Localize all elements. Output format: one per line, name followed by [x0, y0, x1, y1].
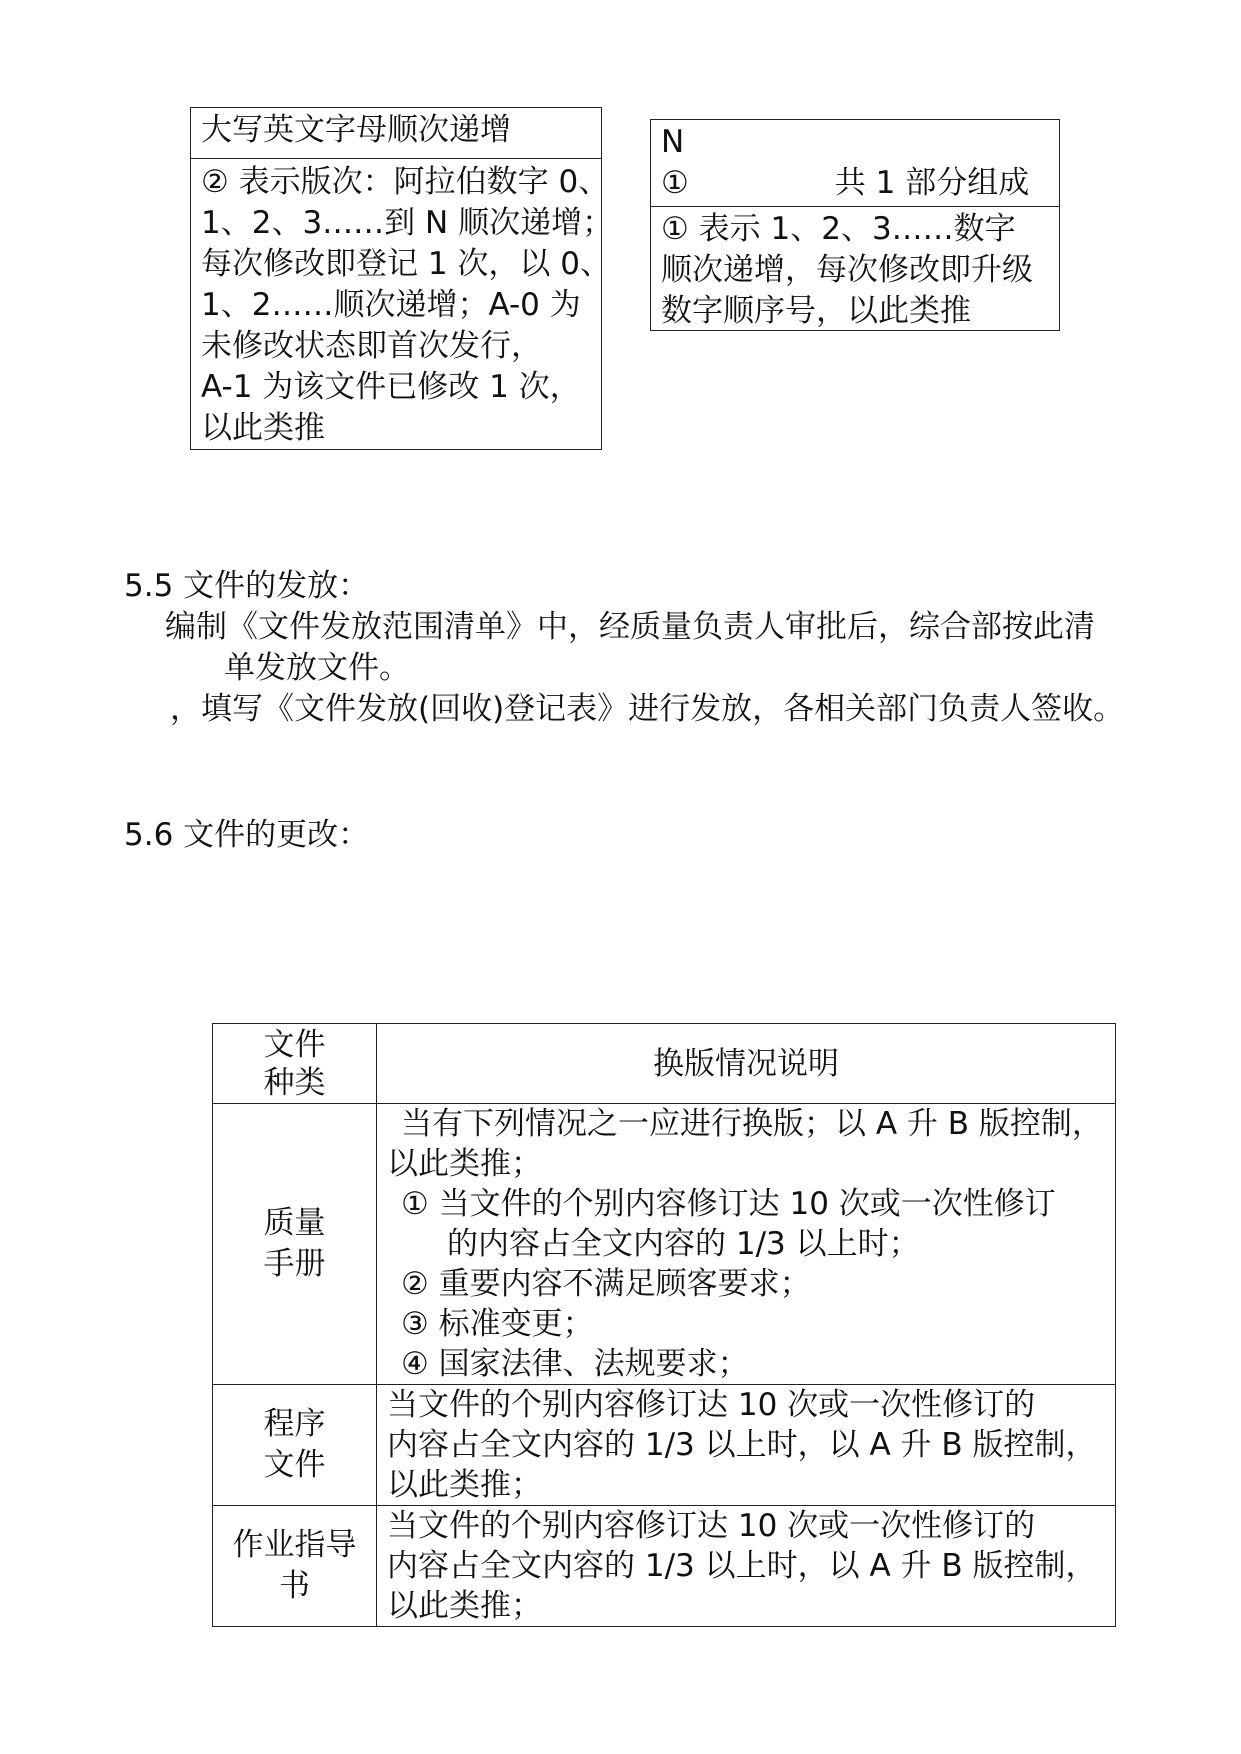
version-box-right-top [651, 120, 1059, 206]
table-row-desc-line: 当有下列情况之一应进行换版；以 A 升 B 版控制， [401, 1106, 1103, 1142]
version-box-right-body [651, 206, 1059, 334]
table-row-desc-line: ② 重要内容不满足顾客要求； [401, 1266, 811, 1302]
section-5-5-para1-line1: 编制《文件发放范围清单》中，经质量负责人审批后，综合部按此清 [165, 609, 1095, 645]
table-row-desc-line: 内容占全文内容的 1/3 以上时，以 A 升 B 版控制， [387, 1427, 1097, 1463]
table-header-desc-text: 换版情况说明 [653, 1045, 839, 1082]
version-box-right-n: N [661, 124, 685, 160]
table-row [213, 1104, 1116, 1385]
section-5-5-para1-line2: 单发放文件。 [224, 650, 410, 686]
table-header-desc [377, 1024, 1116, 1104]
table-row [213, 1506, 1116, 1627]
table-row-desc-line: ④ 国家法律、法规要求； [401, 1346, 749, 1382]
table-header-type-line: 种类 [263, 1064, 326, 1101]
table-row-desc-line: 内容占全文内容的 1/3 以上时，以 A 升 B 版控制， [387, 1548, 1097, 1584]
table-row-type-line: 书 [279, 1568, 310, 1604]
version-box-left-body [191, 158, 614, 451]
table-header-type [213, 1024, 377, 1104]
section-5-5-heading: 5.5 文件的发放： [124, 568, 370, 604]
table-row-desc-line: 当文件的个别内容修订达 10 次或一次性修订的 [387, 1508, 1036, 1544]
table-header-type-line: 文件 [263, 1026, 326, 1063]
table-row-desc [377, 1385, 1116, 1506]
table-row-desc-line: 以此类推； [387, 1588, 542, 1624]
table-row-desc-line: ① 当文件的个别内容修订达 10 次或一次性修订 [401, 1186, 1056, 1222]
table-row-type [213, 1385, 377, 1506]
table-row-type [213, 1104, 377, 1385]
table-row [213, 1385, 1116, 1506]
table-row-desc [377, 1506, 1116, 1627]
version-box-left-header [191, 108, 601, 158]
version-box-left-line: 1、2……顺次递增；A-0 为 [201, 287, 581, 323]
table-header-row [213, 1024, 1116, 1104]
version-box-left-line: 每次修改即登记 1 次，以 0、 [201, 246, 612, 282]
version-box-left-line: 1、2、3……到 N 顺次递增； [201, 205, 614, 241]
section-5-5-para2: ，填写《文件发放(回收)登记表》进行发放，各相关部门负责人签收。 [170, 691, 1125, 727]
version-box-left [190, 107, 614, 450]
version-box-right-line: 顺次递增，每次修改即升级 [661, 252, 1033, 288]
version-box-left-header-text: 大写英文字母顺次递增 [201, 112, 511, 148]
version-box-right-line: 数字顺序号，以此类推 [661, 293, 971, 329]
version-box-left-line: A-1 为该文件已修改 1 次， [201, 369, 581, 405]
circled-one-mark: ① [661, 165, 689, 201]
section-5-6-heading: 5.6 文件的更改： [124, 817, 370, 853]
version-box-right-parts-text: 共 1 部分组成 [834, 165, 1030, 201]
version-box-left-line: 以此类推 [201, 410, 325, 446]
revision-table [212, 1023, 1116, 1627]
table-row-desc-line: ③ 标准变更； [401, 1306, 594, 1342]
table-row-type-line: 质量 [263, 1205, 326, 1241]
version-box-right-parts [661, 163, 1049, 204]
table-row-type-line: 作业指导 [232, 1527, 357, 1563]
table-row-desc-line: 以此类推； [387, 1467, 542, 1503]
version-box-left-line: 未修改状态即首次发行， [201, 328, 542, 364]
table-row-type-line: 文件 [263, 1447, 326, 1483]
version-box-left-line: ② 表示版次：阿拉伯数字 0、 [201, 164, 610, 200]
table-row-desc-line: 的内容占全文内容的 1/3 以上时； [447, 1226, 920, 1262]
version-box-right [650, 119, 1060, 331]
table-row-type [213, 1506, 377, 1627]
table-row-desc [377, 1104, 1116, 1385]
version-box-right-line: ① 表示 1、2、3……数字 [661, 211, 1016, 247]
table-row-type-line: 程序 [263, 1406, 326, 1442]
table-row-desc-line: 当文件的个别内容修订达 10 次或一次性修订的 [387, 1387, 1036, 1423]
table-row-type-line: 手册 [263, 1246, 326, 1282]
table-row-desc-line: 以此类推； [387, 1146, 542, 1182]
